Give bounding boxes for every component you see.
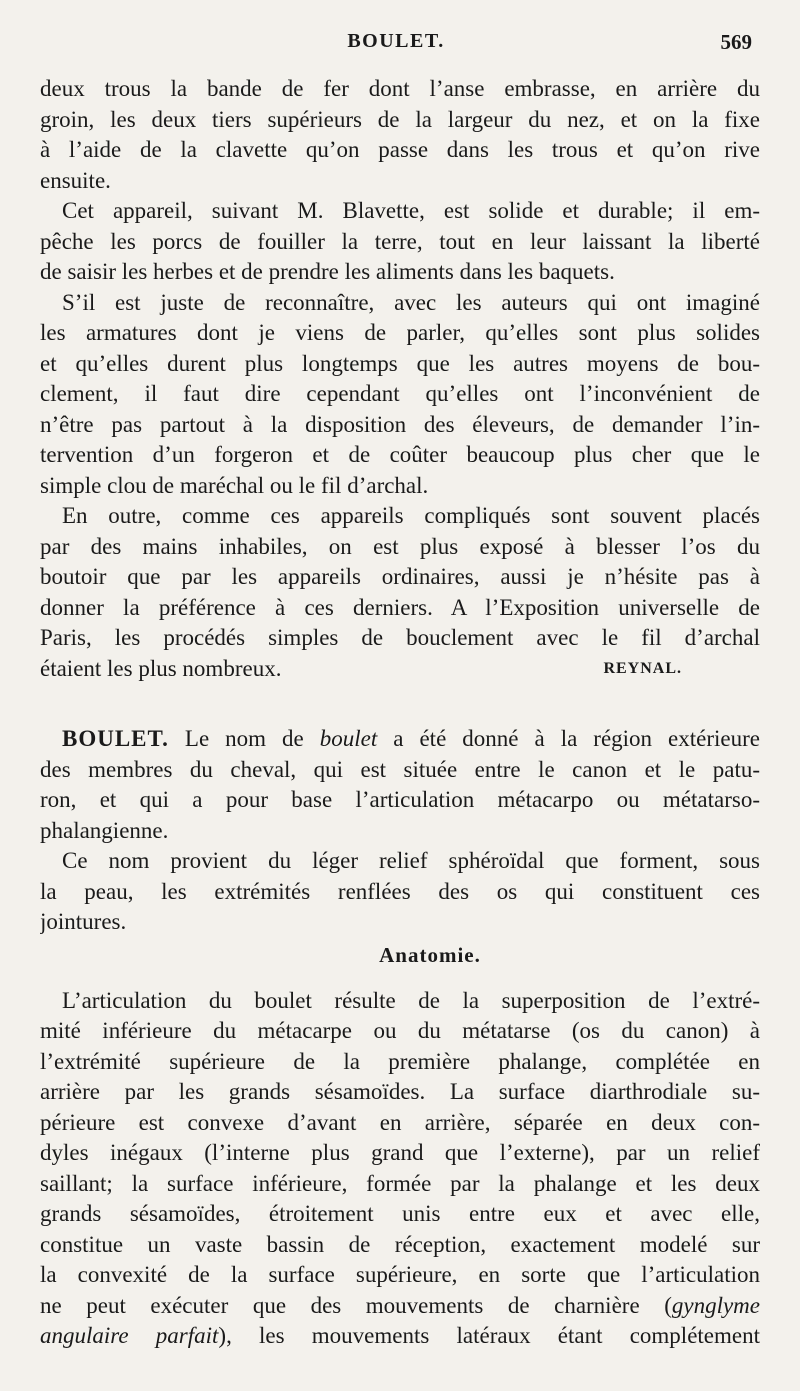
italic-term: gynglyme: [671, 1292, 760, 1318]
entry-boulet: [40, 724, 760, 846]
author-signature: REYNAL.: [603, 659, 682, 677]
paragraph-relief: [40, 846, 760, 938]
text-line: tervention d’un forgeron et de coûter beaucoup plus cher que le: [40, 442, 760, 467]
text-line: ensuite.: [40, 167, 111, 193]
entry-first-line: [40, 724, 760, 755]
text-fragment: ), les mouvements latéraux étant complétement: [218, 1323, 760, 1348]
section-heading: Anatomie.: [379, 942, 481, 967]
text-line: phalangienne.: [40, 817, 169, 843]
entry-headword: BOULET.: [62, 726, 169, 751]
text-line: En outre, comme ces appareils compliqués sont souvent placés: [62, 503, 760, 528]
text-line: mité inférieure du métacarpe ou du métatarse (os du canon) à: [40, 1018, 760, 1043]
text-line: Paris, les procédés simples de bouclement avec le fil d’archal: [40, 625, 760, 650]
text-line-with-signature: [40, 654, 760, 685]
text-line: jointures.: [40, 909, 127, 934]
heading-spacer: [40, 972, 760, 986]
text-line-with-italic: [40, 1321, 760, 1352]
text-line: la peau, les extrémités renflées des os qui constituent ces: [40, 878, 760, 904]
text-line: l’extrémité supérieure de la première phalange, complétée en: [40, 1048, 760, 1074]
text-line: constitue un vaste bassin de réception, exactement modelé sur: [40, 1231, 760, 1257]
paragraph-continuation: [40, 74, 760, 196]
page-number: 569: [720, 30, 752, 54]
text-line: n’être pas partout à la disposition des éleveurs, de demander l’in-: [40, 411, 760, 437]
text-line: pêche les porcs de fouiller la terre, tout en leur laissant la liberté: [40, 228, 760, 254]
text-line: périeure est convexe d’avant en arrière, séparée en deux con-: [40, 1109, 760, 1135]
italic-term: boulet: [319, 726, 378, 751]
italic-term: angulaire parfait: [40, 1323, 219, 1348]
paragraph-blavette: [40, 196, 760, 288]
text-line: boutoir que par les appareils ordinaires, aussi je n’hésite pas à: [40, 564, 760, 589]
text-line: simple clou de maréchal ou le fil d’archal.: [40, 472, 429, 498]
text-line: les armatures dont je viens de parler, qu’elles sont plus solides: [40, 320, 760, 345]
text-fragment: a été donné à la région extérieure: [377, 726, 760, 751]
text-line: des membres du cheval, qui est située entre le canon et le patu-: [40, 756, 760, 782]
text-line-with-italic: [40, 1291, 760, 1322]
text-line: à l’aide de la clavette qu’on passe dans les trous et qu’on rive: [40, 137, 760, 162]
text-fragment: ne peut exécuter que des mouvements de charnière (: [40, 1292, 672, 1318]
text-line: Cet appareil, suivant M. Blavette, est solide et durable; il em-: [62, 198, 760, 223]
text-line: deux trous la bande de fer dont l’anse embrasse, en arrière du: [40, 76, 760, 101]
text-line: de saisir les herbes et de prendre les aliments dans les baquets.: [40, 259, 615, 284]
text-line: groin, les deux tiers supérieurs de la largeur du nez, et on la fixe: [40, 106, 760, 132]
paragraph-anatomy: [40, 986, 760, 1352]
text-line: ron, et qui a pour base l’articulation métacarpo ou métatarso-: [40, 787, 760, 812]
text-line: L’articulation du boulet résulte de la superposition de l’extré-: [62, 987, 760, 1013]
text-line: clement, il faut dire cependant qu’elles ont l’inconvénient de: [40, 381, 760, 406]
text-line: la convexité de la surface supérieure, en sorte que l’articulation: [40, 1262, 760, 1287]
text-line: Ce nom provient du léger relief sphéroïdal que forment, sous: [62, 848, 760, 873]
entry-separator: [40, 684, 760, 724]
text-line: grands sésamoïdes, étroitement unis entre eux et avec elle,: [40, 1201, 760, 1226]
running-head-title: BOULET.: [347, 30, 445, 52]
paragraph-en-outre: [40, 501, 760, 684]
text-line: S’il est juste de reconnaître, avec les auteurs qui ont imaginé: [62, 289, 760, 315]
text-line: arrière par les grands sésamoïdes. La surface diarthrodiale su-: [40, 1079, 760, 1104]
text-line: et qu’elles durent plus longtemps que les autres moyens de bou-: [40, 350, 760, 376]
page-body: [40, 74, 760, 1352]
text-line: étaient les plus nombreux.: [40, 655, 282, 681]
text-fragment: Le nom de: [168, 726, 320, 751]
text-line: par des mains inhabiles, on est plus exposé à blesser l’os du: [40, 533, 760, 559]
running-head: [36, 28, 756, 62]
paragraph-armatures: [40, 288, 760, 502]
text-line: donner la préférence à ces derniers. A l’Exposition universelle de: [40, 594, 760, 620]
text-line: dyles inégaux (l’interne plus grand que l’externe), par un relief: [40, 1140, 760, 1165]
text-line: saillant; la surface inférieure, formée par la phalange et les deux: [40, 1170, 760, 1196]
